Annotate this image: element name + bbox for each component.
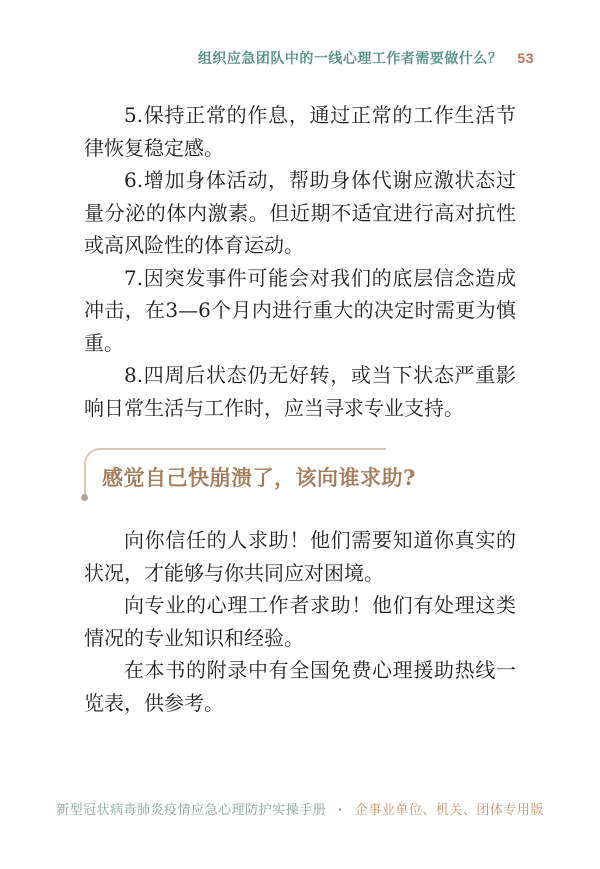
paragraph-appendix-hotlines: 在本书的附录中有全国免费心理援助热线一览表，供参考。 — [84, 658, 516, 715]
list-item-7: 7.因突发事件可能会对我们的底层信念造成冲击，在3—6个月内进行重大的决定时需更为慎重。 — [84, 265, 516, 355]
paragraph-trusted-people: 向你信任的人求助！他们需要知道你真实的状况，才能够与你共同应对困境。 — [84, 528, 516, 585]
section-paragraphs — [84, 524, 516, 719]
list-item-8: 8.四周后状态仍无好转，或当下状态严重影响日常生活与工作时，应当寻求专业支持。 — [84, 363, 516, 420]
numbered-advice-list — [84, 99, 516, 424]
page-footer — [0, 799, 600, 818]
heading-bracket-decoration — [84, 448, 416, 496]
footer-book-title: 新型冠状病毒肺炎疫情应急心理防护实操手册 — [56, 802, 327, 817]
footer-separator-dot: · — [338, 802, 343, 817]
paragraph-professionals: 向专业的心理工作者求助！他们有处理这类情况的专业知识和经验。 — [84, 593, 516, 650]
page-header — [198, 48, 534, 68]
list-item-5: 5.保持正常的作息，通过正常的工作生活节律恢复稳定感。 — [84, 103, 516, 160]
footer-edition-label: 企事业单位、机关、团体专用版 — [354, 802, 544, 817]
section-heading-block — [84, 448, 416, 496]
list-item-6: 6.增加身体活动，帮助身体代谢应激状态过量分泌的体内激素。但近期不适宜进行高对抗性或高风险性的体育运动。 — [84, 168, 516, 257]
running-title: 组织应急团队中的一线心理工作者需要做什么？ — [197, 50, 503, 66]
page-number: 53 — [517, 50, 534, 66]
section-heading: 感觉自己快崩溃了，该向谁求助? — [102, 465, 416, 490]
